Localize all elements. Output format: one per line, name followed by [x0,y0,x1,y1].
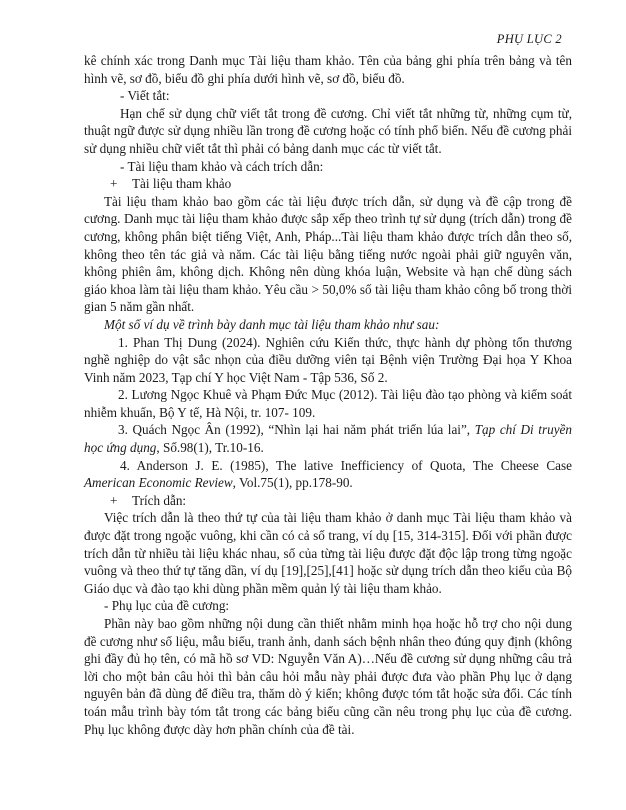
plus-bullet: + [110,176,118,192]
heading-abbreviations: - Viết tắt: [120,88,170,104]
paragraph-references: Tài liệu tham khảo bao gồm các tài liệu được trích dẫn, sử dụng và đề cập trong đề cương. Danh mục tài liệu tham khảo được sắp xếp theo trình tự sử dụng (trích dẫn) trong đề cương, không phân biệt tiếng Việt, Anh, Pháp...Tài liệu tham khảo được trích dẫn theo số, không theo tên tác giả và năm. Các tài liệu bằng tiếng nước ngoài phải giữ nguyên văn, không phiên âm, không dịch. Không nên dùng khóa luận, Website và hạn chế dùng sách giáo khoa làm tài liệu tham khảo. Yêu cầu > 50,0% số tài liệu tham khảo công bố trong thời gian 5 năm gần nhất. [84,193,572,315]
reference-item-1: 1. Phan Thị Dung (2024). Nghiên cứu Kiến thức, thực hành dự phòng tổn thương nghề nghiệp do vật sắc nhọn của điều dưỡng viên tại Bệnh viện Trường Đại họa Y Khoa Vinh năm 2023, Tạp chí Y học Việt Nam - Tập 536, Số 2. [84,334,572,385]
reference-3-author: 3. Quách Ngọc Ân (1992), “Nhìn lại hai năm phát triển lúa lai”, [118,422,475,438]
reference-3-detail: , Số.98(1), Tr.10-16. [156,440,264,456]
heading-reference-examples: Một số ví dụ về trình bày danh mục tài liệu tham khảo như sau: [104,316,440,332]
subheading-references-label: Tài liệu tham khảo [132,176,232,192]
plus-bullet: + [110,492,118,508]
reference-item-2: 2. Lương Ngọc Khuê và Phạm Đức Mục (2012). Tài liệu đào tạo phòng và kiểm soát nhiễm khuẩn, Bộ Y tế, Hà Nội, tr. 107- 109. [84,387,572,420]
heading-references-and-citation: - Tài liệu tham khảo và cách trích dẫn: [120,158,324,174]
subheading-references [84,175,572,193]
reference-item-4 [84,457,572,492]
page-header: PHỤ LỤC 2 [496,32,562,46]
paragraph-citation: Việc trích dẫn là theo thứ tự của tài liệu tham khảo ở danh mục Tài liệu tham khảo và được đặt trong ngoặc vuông, khi cần có cả số trang, ví dụ [15, 314-315]. Đối với phần được trích dẫn từ nhiều tài liệu khác nhau, số của từng tài liệu được đặt độc lập trong từng ngoặc vuông và theo thứ tự tăng dần, ví dụ [19],[25],[41] hoặc sử dụng trích dẫn theo kiểu của Bộ Giáo dục và đào tạo khi dùng phần mềm quản lý tài liệu tham khảo. [84,510,572,596]
reference-3-journal: Tạp chí Di truyền học ứng dụng [84,422,572,456]
paragraph-abbreviations: Hạn chế sử dụng chữ viết tắt trong đề cương. Chỉ viết tắt những từ, những cụm từ, thuật ngữ được sử dụng nhiều lần trong đề cương hoặc có tính phổ biến. Nếu đề cương phải sử dụng nhiều chữ viết tắt thì phải có bảng danh mục các từ viết tắt. [84,105,572,156]
paragraph-table-figure-names: kê chính xác trong Danh mục Tài liệu tham khảo. Tên của bảng ghi phía trên bảng và tên hình vẽ, sơ đồ, biểu đồ ghi phía dưới hình vẽ, sơ đồ, biểu đồ. [84,53,572,86]
reference-4-journal: American Economic Review [84,475,233,491]
reference-4-detail: , Vol.75(1), pp.178-90. [232,475,353,491]
subheading-citation-label: Trích dẫn: [132,492,187,508]
paragraph-appendix: Phần này bao gồm những nội dung cần thiết nhằm minh họa hoặc hỗ trợ cho nội dung đề cương như số liệu, mẫu biểu, tranh ảnh, danh sách bệnh nhân theo đúng quy định (không ghi đầy đủ họ tên, có mã hồ sơ VD: Nguyễn Văn A)…Nếu đề cương sử dụng những câu trả lời cho một bản câu hỏi thì bản câu hỏi mẫu này phải được đưa vào phần Phụ lục ở dạng nguyên bản đã dùng để điều tra, thăm dò ý kiến; không được tóm tắt hoặc sửa đổi. Các tính toán mẫu trình bày tóm tắt trong các bảng biểu cũng cần nêu trong phụ lục của đề cương. Phụ lục không được dày hơn phần chính của đề tài. [84,616,572,737]
reference-item-3 [84,421,572,456]
document-body [84,52,572,738]
reference-4-author: 4. Anderson J. E. (1985), The lative Inefficiency of Quota, The Cheese Case [120,457,572,473]
subheading-citation [84,492,572,510]
heading-appendix: - Phụ lục của đề cương: [104,598,230,614]
